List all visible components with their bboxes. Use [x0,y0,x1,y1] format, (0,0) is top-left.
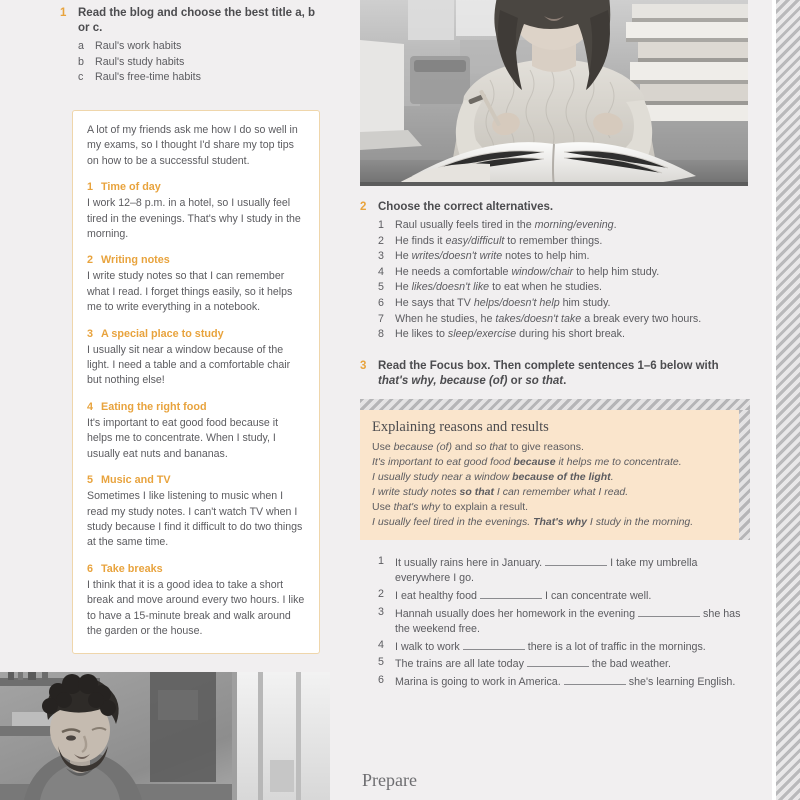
photo-man-working-graphic [0,672,330,800]
focus-box-text: to give reasons. [506,440,584,453]
exercise-2-item-pre: He [395,281,412,294]
exercise-2-item-post: notes to help him. [502,250,590,263]
exercise-1 [60,6,328,86]
exercise-3-number: 3 [360,359,367,372]
focus-box-text-bold: because of the light [512,470,611,483]
blog-section [87,327,305,389]
exercise-2-item-alternatives[interactable]: morning/evening [534,219,614,231]
exercise-2-item-text [395,280,750,296]
exercise-1-number: 1 [60,7,67,19]
exercise-2-item-text [395,296,750,312]
exercise-3-item-after: she has the weekend free. [395,607,741,636]
exercise-2-item[interactable] [378,234,750,250]
exercise-2-item-number: 6 [378,296,384,309]
exercise-3-item-text [395,587,750,605]
prepare-section-heading: Prepare [362,770,417,790]
exercise-2-item-alternatives[interactable]: writes/doesn't write [411,250,503,263]
blog-section [87,400,305,462]
exercise-2-item-alternatives[interactable]: takes/doesn't take [495,312,582,325]
focus-box [360,399,750,540]
exercise-3-item[interactable] [378,587,750,605]
blog-section-body: I work 12–8 p.m. in a hotel, so I usually feel tired in the evenings. That's why I study in the morning. [87,197,301,241]
exercise-2-item-text [395,265,750,281]
blog-section-title: Eating the right food [101,400,207,413]
exercise-2-item-post: to help him study. [573,265,660,278]
focus-box-text-italic: that's why [393,500,440,513]
exercise-2-item[interactable] [378,296,750,312]
blog-sections [87,180,305,639]
focus-box-text-italic: I usually study near a window [372,470,513,483]
exercise-3-item-number: 6 [378,673,384,686]
exercise-3-item[interactable] [378,605,750,638]
focus-box-text-italic: I write study notes [372,485,460,498]
exercise-2-item-number: 7 [378,312,384,325]
blog-intro: A lot of my friends ask me how I do so well in my exams, so I thought I'd share my top tips on how to be a successful student. [87,124,298,167]
exercise-3-answer-blank[interactable] [463,638,525,650]
photo-man-working [0,672,330,800]
blog-section-body: It's important to eat good food because it helps me to concentrate. When I study, I usually eat nuts and bananas. [87,416,279,460]
exercise-3-item-before: The trains are all late today [395,658,524,671]
exercise-2-item-pre: He needs a comfortable [395,265,512,278]
focus-box-text-italic: . [610,470,614,483]
exercise-2-heading [360,200,750,215]
focus-box-example [372,470,727,485]
exercise-2-number: 2 [360,201,367,213]
blog-section-heading [87,473,305,488]
exercise-3-item-after: I can concentrate well. [545,589,652,602]
exercise-3-item-number: 3 [378,605,384,618]
exercise-2-item-number: 8 [378,328,384,341]
blog-section-number: 4 [87,400,94,413]
exercise-2-item-pre: He finds it [395,234,446,247]
exercise-3-item-after: I take my umbrella everywhere I go. [395,556,698,585]
page-edge-gutter [772,0,776,800]
exercise-2-item-post: him study. [559,296,611,309]
exercise-1-option-text: Raul's study habits [95,55,185,68]
exercise-1-option-key: b [78,55,84,68]
exercise-2-item-post: a break every two hours. [581,312,702,325]
blog-section-title: Writing notes [101,254,170,267]
exercise-3-item-text [395,554,750,587]
blog-section-heading [87,253,305,268]
exercise-2-item-text [395,327,750,343]
focus-box-text: Use [372,440,394,453]
exercise-1-option[interactable] [78,55,328,71]
focus-box-text-italic: I study in the morning. [586,515,694,528]
exercise-1-option-list [78,39,328,86]
blog-section-number: 1 [87,181,94,194]
exercise-2-item-pre: He says that TV [395,296,474,309]
exercise-3-item-text [395,605,750,638]
focus-box-text-italic: I can remember what I read. [493,485,629,498]
blog-section-number: 2 [87,254,94,267]
blog-section-title: Time of day [101,181,161,194]
exercise-3-answer-blank[interactable] [480,587,542,599]
exercise-2-instruction: Choose the correct alternatives. [378,201,554,213]
exercise-1-option[interactable] [78,70,328,86]
blog-section-heading [87,562,305,577]
exercise-3-item-number: 5 [378,656,384,669]
exercise-3-answer-blank[interactable] [545,554,607,566]
blog-section-heading [87,327,305,342]
exercise-2-item-list [378,218,750,343]
exercise-2-item-text [395,312,750,328]
focus-box-example [372,485,727,500]
exercise-3-item-after: the bad weather. [591,658,671,671]
focus-box-text: and [451,440,476,453]
exercise-3-item-after: she's learning English. [628,675,736,688]
focus-box-text: to explain a result. [439,500,529,513]
blog-section-number: 5 [87,474,94,487]
focus-box-rule [372,440,727,455]
exercise-2-item-pre: He [395,250,412,263]
blog-section-body: I usually sit near a window because of the light. I need a table and a comfortable chair but nothing else! [87,343,291,387]
blog-section-body: I think that it is a good idea to take a short break and move around every two hours. I like to have a 15-minute break and walk around the garden or the house. [87,578,305,637]
exercise-2-item[interactable] [378,280,750,296]
exercise-3-instruction [378,359,750,389]
focus-box-text-italic: because (of) [393,440,452,453]
exercise-2-item[interactable] [378,265,750,281]
exercise-3-instruction-italic1: that's why, because (of) [378,374,508,387]
focus-box-text-bold: so that [459,485,494,498]
exercise-1-option[interactable] [78,39,328,55]
exercise-3-instruction-italic2: so that [525,374,564,387]
exercise-3-item-text [395,638,750,656]
exercise-3-item-text [395,655,750,673]
exercise-3-item-before: I walk to work [395,640,460,653]
exercise-3-item-number: 4 [378,638,384,651]
exercise-1-option-key: c [78,71,84,84]
exercise-2-item-pre: He likes to [395,328,448,341]
exercise-2 [360,200,750,343]
exercise-2-item-alternatives[interactable]: helps/doesn't help [473,296,560,309]
focus-box-text-italic: so that [475,440,507,453]
exercise-1-heading [60,6,328,36]
exercise-3-item-number: 1 [378,554,384,567]
exercise-2-item-alternatives[interactable]: sleep/exercise [447,328,517,341]
focus-box-text: Use [372,500,394,513]
exercise-2-item-number: 1 [378,219,384,231]
blog-section-title: Music and TV [101,474,171,487]
exercise-3-answer-blank[interactable] [564,673,626,685]
exercise-3-instruction-part1: Read the Focus box. Then complete sentences 1–6 below with [378,359,719,372]
exercise-2-item-pre: When he studies, he [395,312,496,325]
exercise-3-answer-blank[interactable] [638,605,700,617]
exercise-3-item-list [378,554,750,691]
blog-section [87,473,305,551]
blog-section [87,253,305,315]
photo-woman-studying [360,0,748,186]
exercise-2-item-number: 2 [378,234,384,247]
exercise-2-item-number: 3 [378,250,384,263]
exercise-2-item-text [395,234,750,250]
exercise-2-item[interactable] [378,218,750,234]
exercise-2-item[interactable] [378,312,750,328]
exercise-3-item[interactable] [378,655,750,673]
blog-section-heading [87,400,305,415]
focus-box-rule [372,500,727,515]
exercise-2-item-pre: Raul usually feels tired in the [395,219,535,231]
blog-section [87,180,305,242]
photo-woman-studying-graphic [360,0,748,186]
exercise-3-item-text [395,673,750,691]
exercise-2-item-post: during his short break. [516,328,625,341]
blog-section-title: A special place to study [101,327,224,340]
exercise-2-item-text [395,218,750,234]
exercise-1-instruction: Read the blog and choose the best title a, b or c. [78,7,316,34]
focus-box-text-italic: I usually feel tired in the evenings. [372,515,534,528]
focus-box-example [372,515,727,530]
right-column [360,200,750,691]
focus-box-text-bold: That's why [533,515,587,528]
exercise-3-heading [360,359,750,389]
blog-section-number: 3 [87,327,94,340]
exercise-2-item-alternatives[interactable]: likes/doesn't like [411,281,490,294]
blog-section-title: Take breaks [101,562,163,575]
focus-box-text-italic: it helps me to concentrate. [555,455,682,468]
exercise-2-item-post: to remember things. [504,234,603,247]
focus-box-title: Explaining reasons and results [372,418,549,435]
exercise-2-item[interactable] [378,249,750,265]
exercise-3-answer-blank[interactable] [527,655,589,667]
exercise-3-item-before: Marina is going to work in America. [395,675,561,688]
exercise-2-item-alternatives[interactable]: window/chair [511,265,574,278]
exercise-3-item[interactable] [378,554,750,587]
exercise-1-option-text: Raul's free-time habits [95,71,201,84]
focus-box-example [372,455,727,470]
blog-section-number: 6 [87,562,94,575]
focus-box-top-stripe [360,399,750,410]
exercise-2-item-post: . [613,219,617,231]
exercise-2-item-post: to eat when he studies. [489,281,603,294]
exercise-2-item-text [395,249,750,265]
exercise-3-item-before: I eat healthy food [395,589,477,602]
exercise-1-option-key: a [78,40,84,52]
focus-box-lines [372,440,727,530]
exercise-3-instruction-part2: or [507,374,526,387]
exercise-3-item-before: Hannah usually does her homework in the evening [395,607,636,620]
exercise-3-item-number: 2 [378,587,384,600]
blog-section-heading [87,180,305,195]
exercise-3-instruction-end: . [563,374,567,387]
focus-box-body [360,410,739,540]
blog-section [87,562,305,640]
exercise-2-item-alternatives[interactable]: easy/difficult [445,234,505,247]
exercise-3-item[interactable] [378,673,750,691]
blog-panel [72,110,320,654]
exercise-3-item[interactable] [378,638,750,656]
blog-section-body: I write study notes so that I can remember what I read. I forget things easily, so it helps me to write everything in a notebook. [87,270,293,314]
page-edge-stripe-band [776,0,800,800]
exercise-2-item-number: 4 [378,265,384,278]
blog-section-body: Sometimes I like listening to music when I read my study notes. I can't watch TV when I study because I find it difficult to do two things at the same time. [87,490,303,549]
exercise-3-item-before: It usually rains here in January. [395,556,543,569]
exercise-2-item-number: 5 [378,281,384,294]
exercise-3-item-after: there is a lot of traffic in the mornings. [527,640,706,653]
focus-box-right-stripe [739,410,750,540]
exercise-2-item[interactable] [378,327,750,343]
exercise-1-option-text: Raul's work habits [95,40,182,52]
focus-box-text-bold: because [513,455,556,468]
focus-box-text-italic: It's important to eat good food [372,455,514,468]
